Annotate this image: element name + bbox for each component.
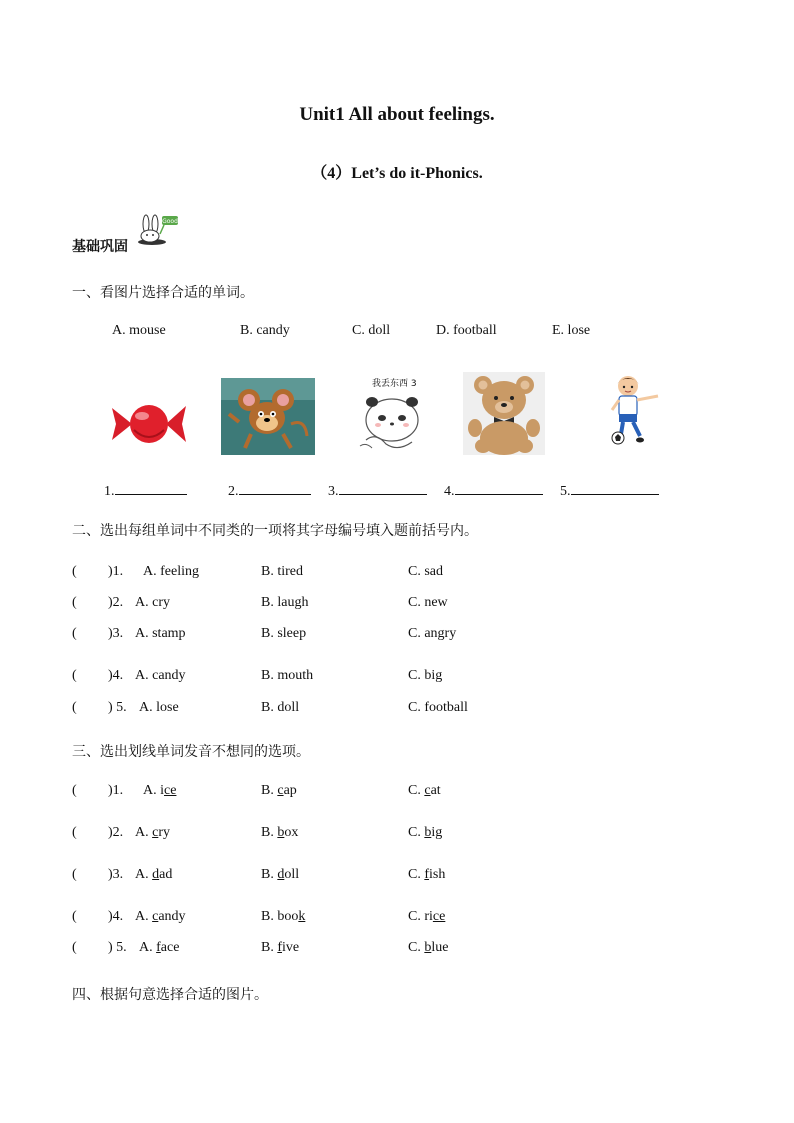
choice-c: C. angry <box>408 626 457 641</box>
blank-4[interactable]: 4. <box>444 480 543 500</box>
panda-sticker-picture <box>352 388 434 456</box>
part3-row-5 <box>0 940 794 958</box>
part4-heading: 四、根据句意选择合适的图片。 <box>72 987 268 1003</box>
answer-paren[interactable]: ( <box>72 867 77 882</box>
choice-b: B. book <box>261 909 306 924</box>
mouse-picture <box>221 378 315 455</box>
choice-a: A. lose <box>139 700 179 715</box>
option-c: C. doll <box>352 323 391 338</box>
part2-row-2 <box>0 595 794 613</box>
choice-a: A. stamp <box>135 626 186 641</box>
question-number: ) 5. <box>108 700 127 715</box>
answer-paren[interactable]: ( <box>72 700 77 715</box>
option-d: D. football <box>436 323 497 338</box>
question-number: )1. <box>108 783 124 798</box>
page-title: Unit1 All about feelings. <box>299 104 495 125</box>
choice-c: C. new <box>408 595 448 610</box>
option-e: E. lose <box>552 323 591 338</box>
answer-paren[interactable]: ( <box>72 668 77 683</box>
choice-a: A. face <box>139 940 180 955</box>
sticker-caption: 我丢东西 3 <box>372 379 417 389</box>
page-subtitle: （4）Let’s do it-Phonics. <box>311 165 483 182</box>
part2-row-5 <box>0 700 794 718</box>
option-a: A. mouse <box>112 323 166 338</box>
question-number: )2. <box>108 595 124 610</box>
question-number: )4. <box>108 909 124 924</box>
choice-b: B. box <box>261 825 299 840</box>
question-number: )1. <box>108 564 124 579</box>
choice-b: B. laugh <box>261 595 309 610</box>
part2-row-3 <box>0 626 794 644</box>
choice-b: B. tired <box>261 564 303 579</box>
part3-heading: 三、选出划线单词发音不想同的选项。 <box>72 744 310 760</box>
choice-a: A. candy <box>135 909 186 924</box>
answer-paren[interactable]: ( <box>72 595 77 610</box>
question-number: ) 5. <box>108 940 127 955</box>
part2-row-1 <box>0 564 794 582</box>
choice-a: A. candy <box>135 668 186 683</box>
choice-b: B. doll <box>261 867 300 882</box>
rabbit-icon <box>136 212 180 246</box>
choice-b: B. mouth <box>261 668 314 683</box>
choice-c: C. sad <box>408 564 443 579</box>
choice-a: A. cry <box>135 825 171 840</box>
candy-picture <box>110 396 188 452</box>
part2-row-4 <box>0 668 794 686</box>
part3-row-3 <box>0 867 794 885</box>
question-number: )3. <box>108 867 124 882</box>
option-b: B. candy <box>240 323 290 338</box>
choice-c: C. big <box>408 825 443 840</box>
choice-b: B. cap <box>261 783 297 798</box>
question-number: )4. <box>108 668 124 683</box>
choice-a: A. cry <box>135 595 170 610</box>
part3-row-4 <box>0 909 794 927</box>
choice-a: A. feeling <box>143 564 199 579</box>
part1-heading: 一、看图片选择合适的单词。 <box>72 285 254 301</box>
choice-b: B. doll <box>261 700 300 715</box>
answer-paren[interactable]: ( <box>72 825 77 840</box>
choice-c: C. big <box>408 668 443 683</box>
choice-c: C. rice <box>408 909 446 924</box>
answer-paren[interactable]: ( <box>72 783 77 798</box>
choice-a: A. dad <box>135 867 173 882</box>
part2-heading: 二、选出每组单词中不同类的一项将其字母编号填入题前括号内。 <box>72 523 478 539</box>
answer-paren[interactable]: ( <box>72 909 77 924</box>
choice-c: C. cat <box>408 783 441 798</box>
choice-b: B. five <box>261 940 300 955</box>
blank-1[interactable]: 1. <box>104 480 187 500</box>
rabbit-sign-text: Good <box>162 218 178 225</box>
blank-3[interactable]: 3. <box>328 480 427 500</box>
teddy-bear-picture <box>463 372 545 455</box>
part3-row-2 <box>0 825 794 843</box>
part3-row-1 <box>0 783 794 801</box>
section-badge: 基础巩固 <box>72 239 128 255</box>
question-number: )3. <box>108 626 124 641</box>
answer-paren[interactable]: ( <box>72 940 77 955</box>
choice-a: A. ice <box>143 783 177 798</box>
blank-2[interactable]: 2. <box>228 480 311 500</box>
answer-paren[interactable]: ( <box>72 564 77 579</box>
choice-b: B. sleep <box>261 626 307 641</box>
choice-c: C. blue <box>408 940 449 955</box>
choice-c: C. fish <box>408 867 446 882</box>
blank-5[interactable]: 5. <box>560 480 659 500</box>
choice-c: C. football <box>408 700 468 715</box>
question-number: )2. <box>108 825 124 840</box>
answer-paren[interactable]: ( <box>72 626 77 641</box>
boy-football-picture <box>604 372 664 448</box>
